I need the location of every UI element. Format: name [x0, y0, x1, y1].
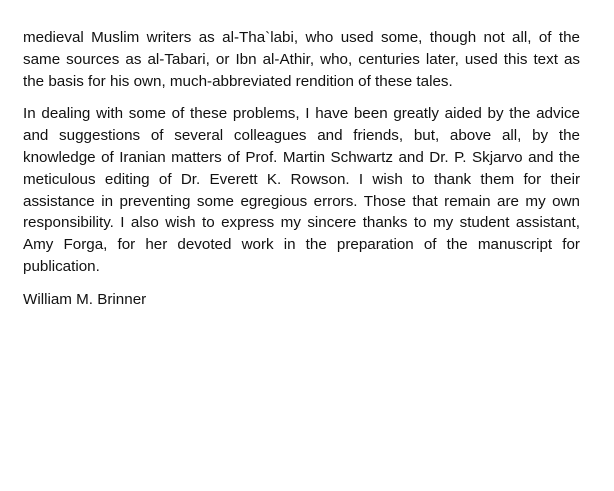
body-paragraph-2: In dealing with some of these problems, I have been greatly aided by the advice and suggestions of several colleagues and friends, but, above all, by the knowledge of Iranian matters of Prof. Martin Schwartz and Dr. P. Skjarvo and the meticulous editing of Dr. Everett K. Rowson. I wish to thank them for their assistance in preventing some egregious errors. Those that remain are my own responsibility. I also wish to express my sincere thanks to my student assistant, Amy Forga, for her devoted work in the preparation of the manuscript for publication.	[23, 105, 580, 275]
author-signature: William M. Brinner	[23, 290, 147, 308]
body-paragraph-1: medieval Muslim writers as al-Tha`labi, who used some, though not all, of the same sources as al-Tabari, or Ibn al-Athir, who, centuries later, used this text as the basis for his own, much-abbreviated rendition of these tales.	[23, 29, 580, 90]
